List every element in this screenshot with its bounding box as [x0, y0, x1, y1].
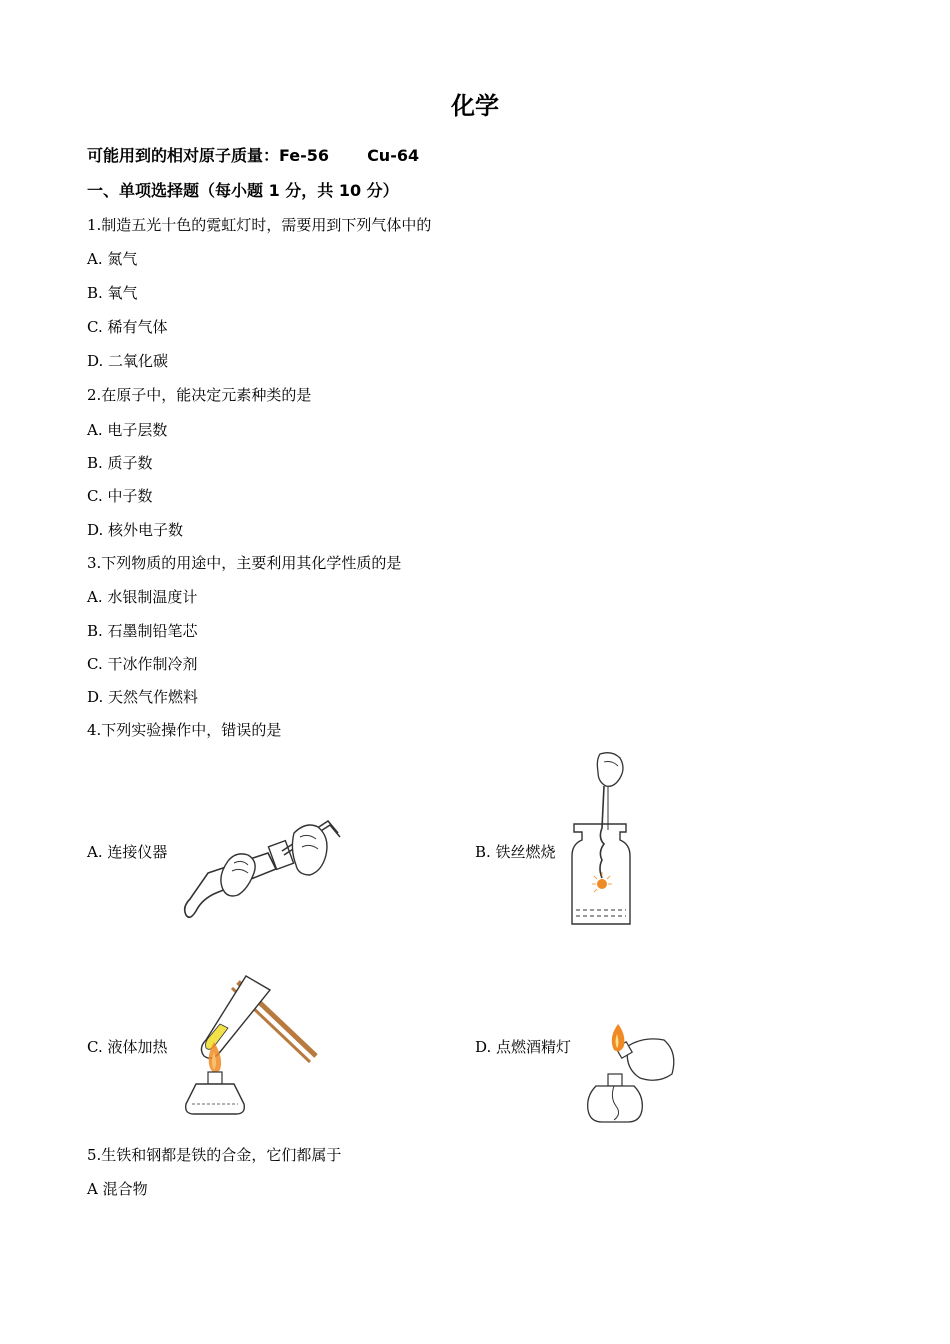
- q3-option-c: C. 干冰作制冷剂: [87, 655, 198, 673]
- q3-option-b: B. 石墨制铅笔芯: [87, 622, 198, 640]
- section-heading: 一、单项选择题（每小题 1 分，共 10 分）: [87, 181, 399, 200]
- figure-iron-wire-burning: [568, 748, 634, 926]
- q1-option-a: A. 氮气: [87, 250, 138, 268]
- atomic-mass-line: [87, 143, 419, 166]
- q4-option-b: B. 铁丝燃烧: [475, 843, 556, 861]
- q4-option-c: C. 液体加热: [87, 1038, 168, 1056]
- atomic-mass-label: 可能用到的相对原子质量：: [87, 146, 280, 165]
- figure-connect-instruments: [178, 815, 348, 927]
- q2-stem: 2.在原子中，能决定元素种类的是: [87, 386, 312, 404]
- q5-stem: 5.生铁和钢都是铁的合金，它们都属于: [87, 1146, 342, 1164]
- q2-option-b: B. 质子数: [87, 454, 153, 472]
- q1-option-b: B. 氧气: [87, 284, 138, 302]
- figure-heating-liquid: [176, 972, 322, 1120]
- q4-option-d: D. 点燃酒精灯: [475, 1038, 572, 1056]
- q2-option-a: A. 电子层数: [87, 421, 168, 439]
- q3-option-a: A. 水银制温度计: [87, 588, 198, 606]
- q5-option-a: A 混合物: [87, 1180, 148, 1198]
- atomic-mass-fe: Fe-56: [279, 146, 330, 165]
- q2-option-d: D. 核外电子数: [87, 521, 184, 539]
- page-title: 化学: [451, 92, 499, 120]
- q1-stem: 1.制造五光十色的霓虹灯时，需要用到下列气体中的: [87, 216, 432, 234]
- q3-option-d: D. 天然气作燃料: [87, 688, 199, 706]
- q3-stem: 3.下列物质的用途中，主要利用其化学性质的是: [87, 554, 402, 572]
- figure-lighting-alcohol-lamp: [584, 1018, 680, 1126]
- q4-option-a: A. 连接仪器: [87, 843, 168, 861]
- q1-option-d: D. 二氧化碳: [87, 352, 169, 370]
- q2-option-c: C. 中子数: [87, 487, 153, 505]
- atomic-mass-cu: Cu-64: [367, 146, 420, 165]
- spark-icon: [597, 879, 607, 889]
- q4-stem: 4.下列实验操作中，错误的是: [87, 721, 282, 739]
- q1-option-c: C. 稀有气体: [87, 318, 168, 336]
